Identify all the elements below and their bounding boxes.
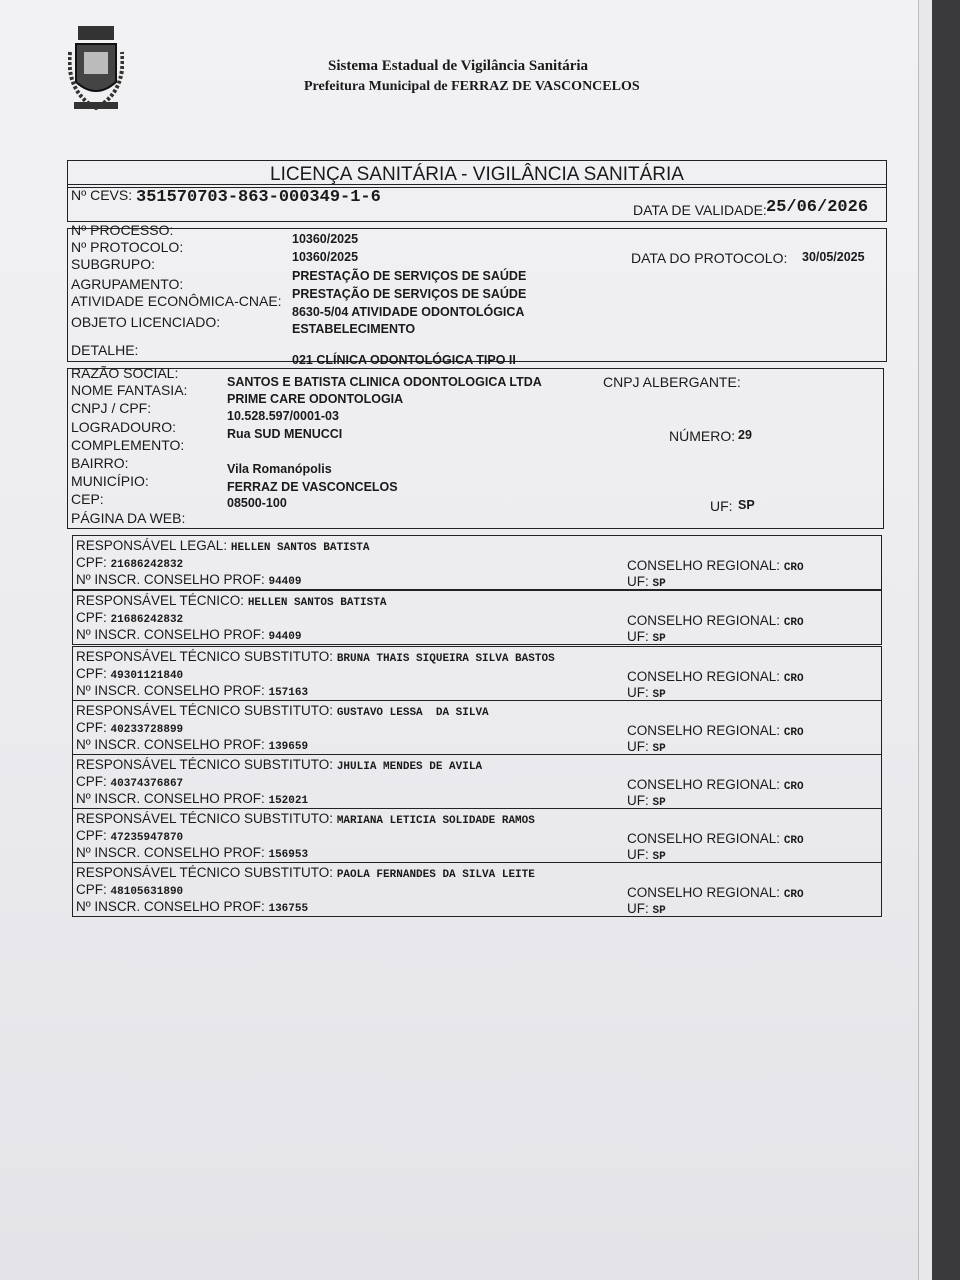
conselho-label: CONSELHO REGIONAL: (627, 885, 781, 900)
inscr-value: 152021 (268, 795, 309, 807)
uf-label: UF: (627, 847, 649, 862)
cevs-label: Nº CEVS: (71, 187, 133, 203)
conselho-label: CONSELHO REGIONAL: (627, 613, 781, 628)
uf-line (627, 739, 666, 755)
responsavel-row (72, 862, 882, 917)
responsavel-tipo: RESPONSÁVEL TÉCNICO SUBSTITUTO: (76, 865, 334, 880)
cpf-value: 47235947870 (110, 832, 184, 844)
inscr-line (76, 899, 308, 915)
cpf-label: CPF: (76, 555, 107, 570)
cpf-value: 49301121840 (110, 670, 184, 682)
conselho-value: CRO (783, 673, 804, 685)
cpf-value: 21686242832 (110, 614, 184, 626)
responsavel-nome: HELLEN SANTOS BATISTA (247, 597, 387, 609)
conselho-label: CONSELHO REGIONAL: (627, 669, 781, 684)
cpf-line (76, 774, 183, 790)
inscr-line (76, 737, 308, 753)
responsavel-tipo: RESPONSÁVEL TÉCNICO SUBSTITUTO: (76, 703, 334, 718)
uf-value: SP (652, 851, 666, 863)
conselho-line (627, 669, 804, 685)
header-prefeitura: Prefeitura Municipal de FERRAZ DE VASCONCELOS (304, 79, 640, 94)
inscr-value: 94409 (268, 631, 302, 643)
cpf-label: CPF: (76, 610, 107, 625)
detalhe-value: 021 CLÍNICA ODONTOLÓGICA TIPO II (292, 353, 516, 367)
inscr-line (76, 627, 302, 643)
cevs-box (67, 187, 887, 222)
responsavel-line (76, 703, 489, 719)
responsavel-line (76, 757, 482, 773)
responsavel-line (76, 649, 555, 665)
cevs-value: 351570703-863-000349-1-6 (136, 188, 381, 207)
responsavel-tipo: RESPONSÁVEL TÉCNICO SUBSTITUTO: (76, 811, 334, 826)
uf-label: UF: (627, 793, 649, 808)
uf-label: UF: (627, 685, 649, 700)
inscr-value: 157163 (268, 687, 309, 699)
fantasia-value: PRIME CARE ODONTOLOGIA (227, 392, 404, 406)
conselho-line (627, 777, 804, 793)
conselho-line (627, 558, 804, 574)
cpf-line (76, 828, 183, 844)
numero-label: NÚMERO: (669, 428, 736, 444)
cep-value: 08500-100 (227, 496, 287, 510)
uf-line (627, 574, 666, 590)
cpf-value: 40233728899 (110, 724, 184, 736)
cpf-label: CPF: (76, 882, 107, 897)
uf-value: SP (652, 743, 666, 755)
label-fantasia: NOME FANTASIA: (71, 382, 188, 398)
responsavel-nome: GUSTAVO LESSA DA SILVA (336, 707, 489, 719)
conselho-value: CRO (783, 781, 804, 793)
protocolo-value: 10360/2025 (292, 250, 359, 264)
inscr-value: 156953 (268, 849, 309, 861)
conselho-label: CONSELHO REGIONAL: (627, 777, 781, 792)
numero-value: 29 (738, 428, 752, 442)
uf-line (627, 847, 666, 863)
responsavel-row (72, 535, 882, 590)
responsavel-nome: JHULIA MENDES DE AVILA (336, 761, 483, 773)
responsavel-row (72, 646, 882, 701)
responsavel-line (76, 811, 535, 827)
cpf-line (76, 882, 183, 898)
uf-label: UF: (627, 574, 649, 589)
cpf-line (76, 555, 183, 571)
conselho-label: CONSELHO REGIONAL: (627, 723, 781, 738)
label-complemento: COMPLEMENTO: (71, 437, 185, 453)
cpf-label: CPF: (76, 666, 107, 681)
agrupamento-value: PRESTAÇÃO DE SERVIÇOS DE SAÚDE (292, 287, 527, 301)
cpf-line (76, 666, 183, 682)
conselho-label: CONSELHO REGIONAL: (627, 831, 781, 846)
inscr-label: Nº INSCR. CONSELHO PROF: (76, 845, 265, 860)
conselho-line (627, 723, 804, 739)
page-edge (918, 0, 932, 1280)
conselho-line (627, 885, 804, 901)
label-cep: CEP: (71, 491, 104, 507)
empresa-box (67, 365, 884, 529)
label-razao: RAZÃO SOCIAL: (71, 365, 179, 381)
label-subgrupo: SUBGRUPO: (71, 256, 156, 272)
label-agrupamento: AGRUPAMENTO: (71, 276, 184, 292)
responsavel-nome: MARIANA LETICIA SOLIDADE RAMOS (336, 815, 535, 827)
conselho-value: CRO (783, 727, 804, 739)
inscr-label: Nº INSCR. CONSELHO PROF: (76, 899, 265, 914)
logradouro-value: Rua SUD MENUCCI (227, 427, 343, 441)
razao-value: SANTOS E BATISTA CLINICA ODONTOLOGICA LTDA (227, 375, 542, 389)
uf-value: SP (652, 578, 666, 590)
responsavel-tipo: RESPONSÁVEL TÉCNICO: (76, 593, 245, 608)
responsavel-row (72, 700, 882, 755)
subgrupo-value: PRESTAÇÃO DE SERVIÇOS DE SAÚDE (292, 269, 527, 283)
cnpj-value: 10.528.597/0001-03 (227, 409, 339, 423)
conselho-value: CRO (783, 617, 804, 629)
uf-value: SP (652, 797, 666, 809)
responsavel-row (72, 590, 882, 645)
uf-label: UF: (710, 498, 733, 514)
responsavel-line (76, 865, 535, 881)
inscr-label: Nº INSCR. CONSELHO PROF: (76, 791, 265, 806)
inscr-line (76, 683, 308, 699)
header-system: Sistema Estadual de Vigilância Sanitária (328, 58, 589, 74)
uf-label: UF: (627, 901, 649, 916)
uf-label: UF: (627, 739, 649, 754)
conselho-value: CRO (783, 562, 804, 574)
cpf-value: 21686242832 (110, 559, 184, 571)
title-box (67, 160, 887, 188)
conselho-label: CONSELHO REGIONAL: (627, 558, 781, 573)
uf-line (627, 793, 666, 809)
albergante-label: CNPJ ALBERGANTE: (603, 374, 741, 390)
municipio-value: FERRAZ DE VASCONCELOS (227, 480, 398, 494)
cpf-label: CPF: (76, 774, 107, 789)
cpf-line (76, 610, 183, 626)
bairro-value: Vila Romanópolis (227, 462, 332, 476)
objeto-value: ESTABELECIMENTO (292, 322, 416, 336)
responsavel-tipo: RESPONSÁVEL LEGAL: (76, 538, 228, 553)
data-protocolo-value: 30/05/2025 (802, 250, 865, 264)
validade-value: 25/06/2026 (766, 198, 869, 217)
cpf-value: 40374376867 (110, 778, 184, 790)
inscr-value: 136755 (268, 903, 309, 915)
conselho-line (627, 613, 804, 629)
license-title: LICENÇA SANITÁRIA - VIGILÂNCIA SANITÁRIA (270, 164, 684, 185)
responsavel-row (72, 808, 882, 863)
inscr-label: Nº INSCR. CONSELHO PROF: (76, 683, 265, 698)
uf-line (627, 901, 666, 917)
label-bairro: BAIRRO: (71, 455, 129, 471)
responsavel-line (76, 593, 386, 609)
inscr-value: 139659 (268, 741, 309, 753)
responsavel-nome: PAOLA FERNANDES DA SILVA LEITE (336, 869, 535, 881)
inscr-label: Nº INSCR. CONSELHO PROF: (76, 572, 265, 587)
uf-value: SP (652, 905, 666, 917)
label-objeto: OBJETO LICENCIADO: (71, 314, 221, 330)
validade-label: DATA DE VALIDADE: (633, 202, 767, 218)
responsavel-row (72, 754, 882, 809)
conselho-line (627, 831, 804, 847)
cnae-value: 8630-5/04 ATIVIDADE ODONTOLÓGICA (292, 305, 525, 319)
responsavel-nome: BRUNA THAIS SIQUEIRA SILVA BASTOS (336, 653, 555, 665)
cpf-value: 48105631890 (110, 886, 184, 898)
coat-of-arms-icon (68, 22, 124, 114)
processo-box (67, 222, 887, 367)
conselho-value: CRO (783, 889, 804, 901)
responsavel-tipo: RESPONSÁVEL TÉCNICO SUBSTITUTO: (76, 757, 334, 772)
responsavel-line (76, 538, 369, 554)
inscr-value: 94409 (268, 576, 302, 588)
cpf-label: CPF: (76, 828, 107, 843)
cpf-label: CPF: (76, 720, 107, 735)
uf-line (627, 685, 666, 701)
responsavel-tipo: RESPONSÁVEL TÉCNICO SUBSTITUTO: (76, 649, 334, 664)
uf-line (627, 629, 666, 645)
inscr-line (76, 845, 308, 861)
label-detalhe: DETALHE: (71, 342, 139, 358)
cpf-line (76, 720, 183, 736)
label-web: PÁGINA DA WEB: (71, 510, 186, 526)
data-protocolo-label: DATA DO PROTOCOLO: (631, 250, 788, 266)
uf-label: UF: (627, 629, 649, 644)
label-protocolo: Nº PROTOCOLO: (71, 239, 184, 255)
inscr-line (76, 572, 302, 588)
label-processo: Nº PROCESSO: (71, 222, 174, 238)
label-cnpj: CNPJ / CPF: (71, 400, 152, 416)
uf-value: SP (652, 633, 666, 645)
responsavel-nome: HELLEN SANTOS BATISTA (230, 542, 370, 554)
uf-value: SP (652, 689, 666, 701)
processo-value: 10360/2025 (292, 232, 359, 246)
label-cnae: ATIVIDADE ECONÔMICA-CNAE: (71, 293, 282, 309)
label-municipio: MUNICÍPIO: (71, 473, 149, 489)
label-logradouro: LOGRADOURO: (71, 419, 177, 435)
uf-value: SP (738, 498, 755, 512)
inscr-line (76, 791, 308, 807)
conselho-value: CRO (783, 835, 804, 847)
inscr-label: Nº INSCR. CONSELHO PROF: (76, 627, 265, 642)
inscr-label: Nº INSCR. CONSELHO PROF: (76, 737, 265, 752)
